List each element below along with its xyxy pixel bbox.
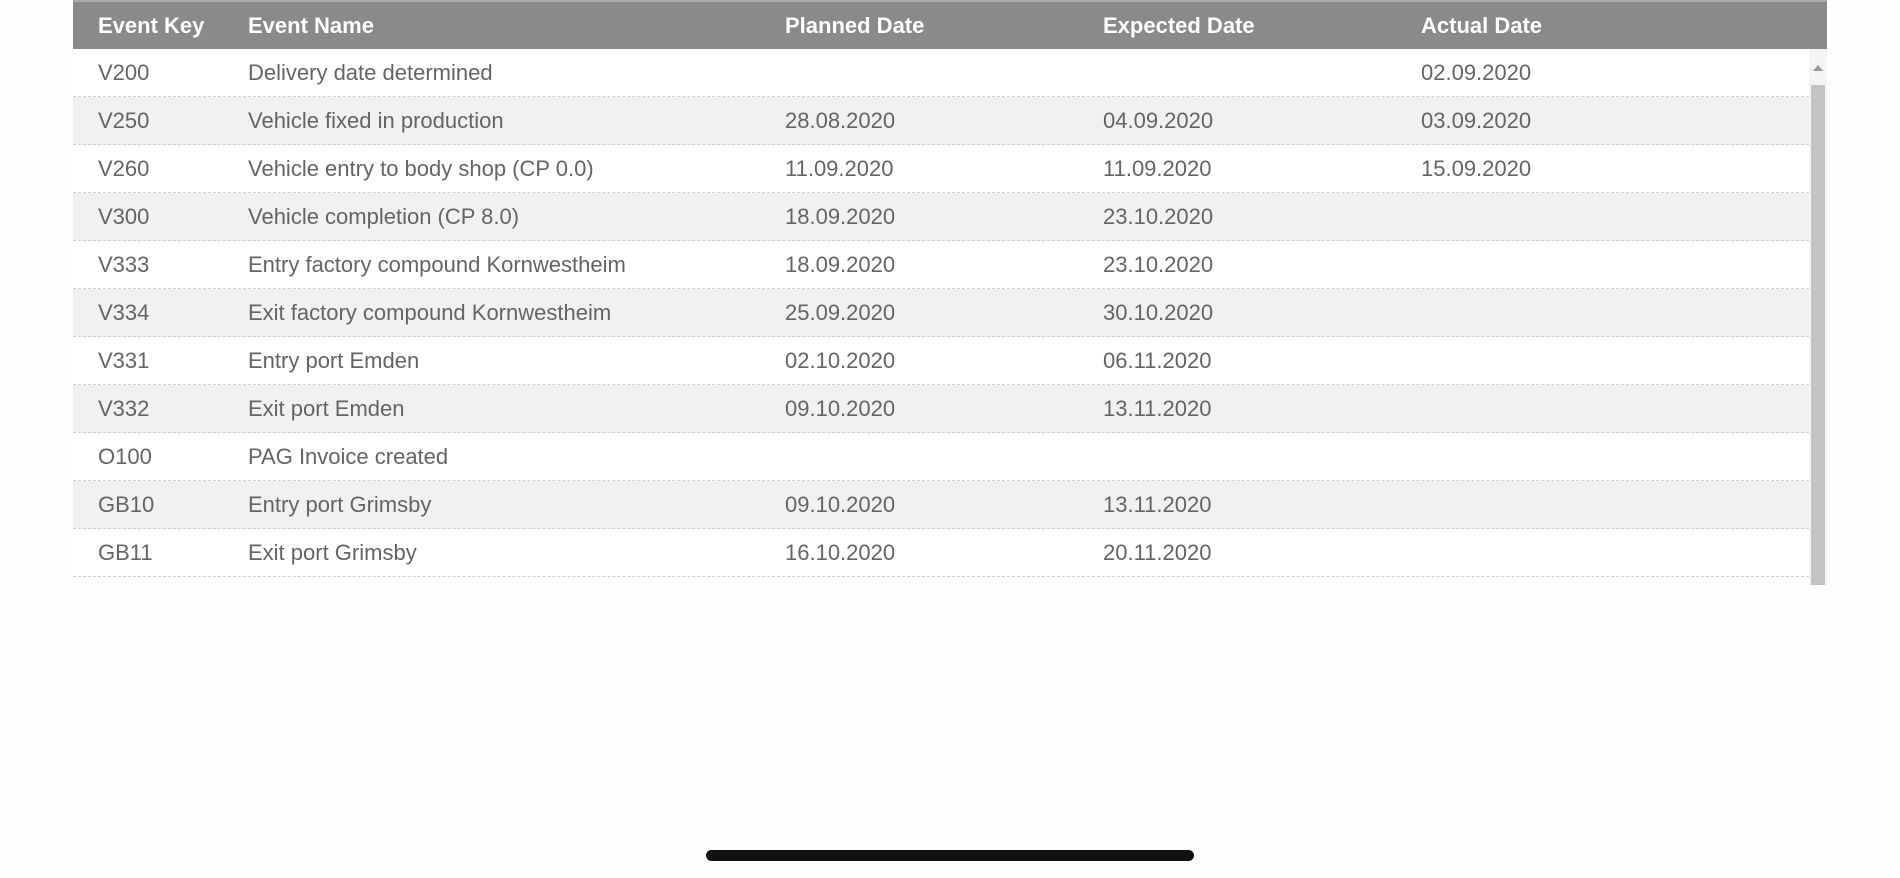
cell-planned-date: 09.10.2020 xyxy=(785,492,896,517)
cell-event-key: V332 xyxy=(98,396,150,421)
events-table xyxy=(73,0,1827,585)
table-row[interactable] xyxy=(73,385,1809,433)
cell-event-name: Exit factory compound Kornwestheim xyxy=(248,300,612,325)
cell-event-name: Vehicle completion (CP 8.0) xyxy=(248,204,520,229)
cell-event-name: Entry factory compound Kornwestheim xyxy=(248,252,626,277)
cell-event-key: GB10 xyxy=(98,492,155,517)
table-row[interactable] xyxy=(73,481,1809,529)
cell-event-name: Exit port Grimsby xyxy=(248,540,417,565)
cell-event-name: Vehicle entry to body shop (CP 0.0) xyxy=(248,156,594,181)
column-header-actual-date[interactable]: Actual Date xyxy=(1421,13,1543,38)
column-header-event-key[interactable]: Event Key xyxy=(98,13,205,38)
cell-planned-date: 11.09.2020 xyxy=(785,156,894,181)
cell-expected-date: 13.11.2020 xyxy=(1103,492,1212,517)
cell-event-key: V260 xyxy=(98,156,150,181)
cell-planned-date: 02.10.2020 xyxy=(785,348,896,373)
cell-event-key: O100 xyxy=(98,444,152,469)
cell-expected-date: 23.10.2020 xyxy=(1103,204,1214,229)
cell-event-key: GB11 xyxy=(98,540,153,565)
cell-planned-date: 18.09.2020 xyxy=(785,204,896,229)
cell-event-name: Entry port Emden xyxy=(248,348,420,373)
cell-event-key: V200 xyxy=(98,60,150,85)
column-header-expected-date[interactable]: Expected Date xyxy=(1103,13,1255,38)
cell-planned-date: 09.10.2020 xyxy=(785,396,896,421)
cell-actual-date: 02.09.2020 xyxy=(1421,60,1532,85)
cell-event-key: V331 xyxy=(98,348,150,373)
cell-expected-date: 23.10.2020 xyxy=(1103,252,1214,277)
table-row[interactable] xyxy=(73,241,1809,289)
cell-actual-date: 15.09.2020 xyxy=(1421,156,1532,181)
cell-expected-date: 04.09.2020 xyxy=(1103,108,1214,133)
cell-event-name: PAG Invoice created xyxy=(248,444,449,469)
table-row[interactable] xyxy=(73,433,1809,481)
scrollbar-thumb[interactable] xyxy=(1811,85,1825,585)
scroll-up-arrow-icon[interactable] xyxy=(1813,65,1823,71)
table-row[interactable] xyxy=(73,49,1809,97)
cell-expected-date: 11.09.2020 xyxy=(1103,156,1212,181)
cell-event-name: Exit port Emden xyxy=(248,396,405,421)
cell-actual-date: 03.09.2020 xyxy=(1421,108,1532,133)
table-row[interactable] xyxy=(73,193,1809,241)
home-indicator xyxy=(706,850,1194,861)
cell-expected-date: 06.11.2020 xyxy=(1103,348,1212,373)
table-row[interactable] xyxy=(73,97,1809,145)
cell-planned-date: 18.09.2020 xyxy=(785,252,896,277)
cell-expected-date: 13.11.2020 xyxy=(1103,396,1212,421)
cell-event-key: V250 xyxy=(98,108,150,133)
column-header-event-name[interactable]: Event Name xyxy=(248,13,374,38)
cell-planned-date: 25.09.2020 xyxy=(785,300,896,325)
cell-planned-date: 28.08.2020 xyxy=(785,108,896,133)
cell-planned-date: 16.10.2020 xyxy=(785,540,896,565)
vertical-scrollbar[interactable] xyxy=(1809,49,1827,585)
table-row[interactable] xyxy=(73,289,1809,337)
cell-event-name: Delivery date determined xyxy=(248,60,493,85)
table-row[interactable] xyxy=(73,529,1809,577)
cell-event-key: V300 xyxy=(98,204,150,229)
column-header-planned-date[interactable]: Planned Date xyxy=(785,13,925,38)
table-row[interactable] xyxy=(73,337,1809,385)
cell-expected-date: 30.10.2020 xyxy=(1103,300,1214,325)
table-header xyxy=(73,0,1827,49)
cell-event-name: Entry port Grimsby xyxy=(248,492,432,517)
cell-event-key: V334 xyxy=(98,300,150,325)
cell-event-key: V333 xyxy=(98,252,150,277)
cell-expected-date: 20.11.2020 xyxy=(1103,540,1212,565)
cell-event-name: Vehicle fixed in production xyxy=(248,108,504,133)
table-row[interactable] xyxy=(73,145,1809,193)
table-body xyxy=(73,49,1827,585)
